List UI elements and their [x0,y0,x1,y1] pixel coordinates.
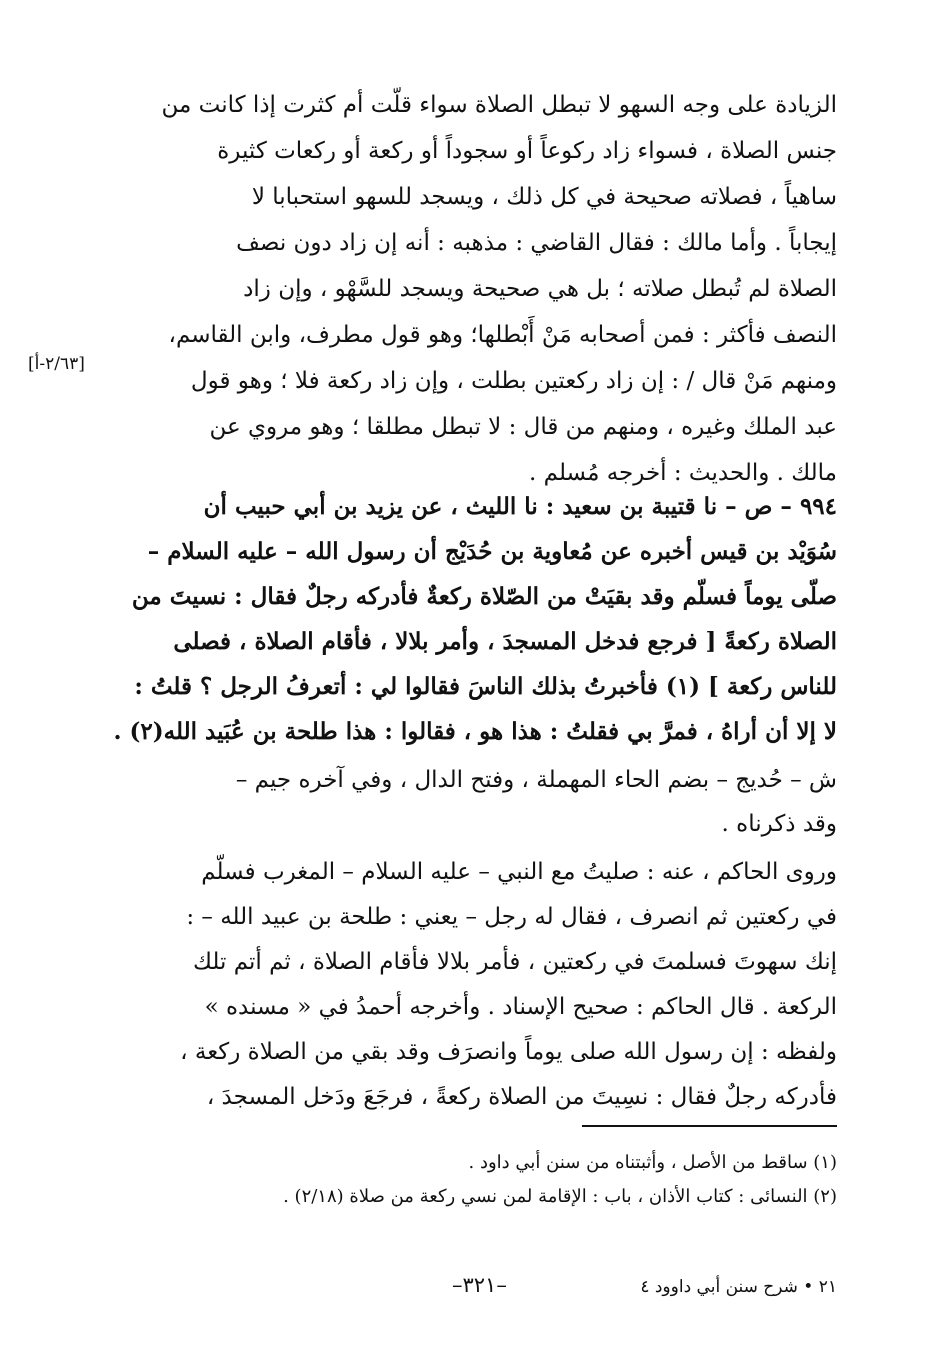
footnote-1: (١) ساقط من الأصل ، وأثبتناه من سنن أبي داود . [468,1152,837,1173]
sharh-commentary [145,758,837,846]
margin-manuscript-reference: [٢/٦٣-أ] [28,354,85,374]
text-line: ولفظه : إن رسول الله صلى يوماً وانصرَف وقد بقي من الصلاة ركعة ، [180,1039,837,1065]
sharh-line: وقد ذكرناه . [721,811,837,837]
footnote-separator-rule [582,1125,837,1127]
hadith-994-block [113,484,837,754]
text-line: فأدركه رجلٌ فقال : نسِيتَ من الصلاة ركعةً ، فرجَعَ ودَخل المسجدَ ، [206,1084,837,1110]
hadith-line: الصلاة ركعةً [ فرجع فدخل المسجدَ ، وأمر بلالا ، فأقام الصلاة ، فصلى [173,628,837,655]
text-line: إنك سهوتَ فسلمتَ في ركعتين ، فأمر بلالا فأقام الصلاة ، ثم أتم تلك [192,949,837,975]
text-line: الصلاة لم تُبطل صلاته ؛ بل هي صحيحة ويسجد للسَّهْو ، وإن زاد [243,276,837,302]
text-line: الزيادة على وجه السهو لا تبطل الصلاة سواء قلّت أم كثرت إذا كانت من [161,92,837,118]
hadith-line: لا إلا أن أراهُ ، فمرَّ بي فقلتُ : هذا هو ، فقالوا : هذا طلحة بن عُبَيد الله(٢) . [113,718,837,745]
sharh-line: ش – حُديج – بضم الحاء المهملة ، وفتح الدال ، وفي آخره جيم – [235,767,837,793]
text-line: إيجاباً . وأما مالك : فقال القاضي : مذهبه : أنه إن زاد دون نصف [236,230,837,256]
text-line: في ركعتين ثم انصرف ، فقال له رجل – يعني : طلحة بن عبيد الله – : [186,904,837,930]
text-line: مالك . والحديث : أخرجه مُسلم . [529,460,837,486]
hadith-line: سُوَيْد بن قيس أخبره عن مُعاوية بن حُدَيْج أن رسول الله – عليه السلام – [147,538,837,565]
text-line: عبد الملك وغيره ، ومنهم من قال : لا تبطل مطلقا ؛ وهو مروي عن [209,414,837,440]
paragraph-zyada-sahw [145,82,837,496]
hadith-line: ٩٩٤ – ص – نا قتيبة بن سعيد : نا الليث ، عن يزيد بن أبي حبيب أن [203,493,837,520]
paragraph-hakim-narration [145,850,837,1120]
footnotes [145,1146,837,1214]
text-line: النصف فأكثر : فمن أصحابه مَنْ أَبْطلها؛ وهو قول مطرف، وابن القاسم، [168,322,837,348]
footnote-2: (٢) النسائى : كتاب الأذان ، باب : الإقامة لمن نسي ركعة من صلاة (٢/١٨) . [283,1186,837,1207]
text-line: ومنهم مَنْ قال / : إن زاد ركعتين بطلت ، وإن زاد ركعة فلا ؛ وهو قول [190,368,837,394]
hadith-line: صلّى يوماً فسلّم وقد بقيَتْ من الصّلاة ركعةٌ فأدركه رجلٌ فقال : نسيتَ من [131,583,837,610]
hadith-line: للناس ركعة ] (١) فأخبرتُ بذلك الناسَ فقالوا لي : أتعرفُ الرجل ؟ قلتُ : [134,673,837,700]
text-line: ساهياً ، فصلاته صحيحة في كل ذلك ، ويسجد للسهو استحبابا لا [251,184,837,210]
page-number: –٣٢١– [452,1273,507,1297]
running-footer-book-title: ٢١ • شرح سنن أبي داوود ٤ [640,1277,837,1297]
text-line: الركعة . قال الحاكم : صحيح الإسناد . وأخرجه أحمدُ في « مسنده » [204,994,837,1020]
text-line: جنس الصلاة ، فسواء زاد ركوعاً أو سجوداً أو ركعة أو ركعات كثيرة [217,138,837,164]
text-line: وروى الحاكم ، عنه : صليتُ مع النبي – عليه السلام – المغرب فسلّم [201,859,837,885]
